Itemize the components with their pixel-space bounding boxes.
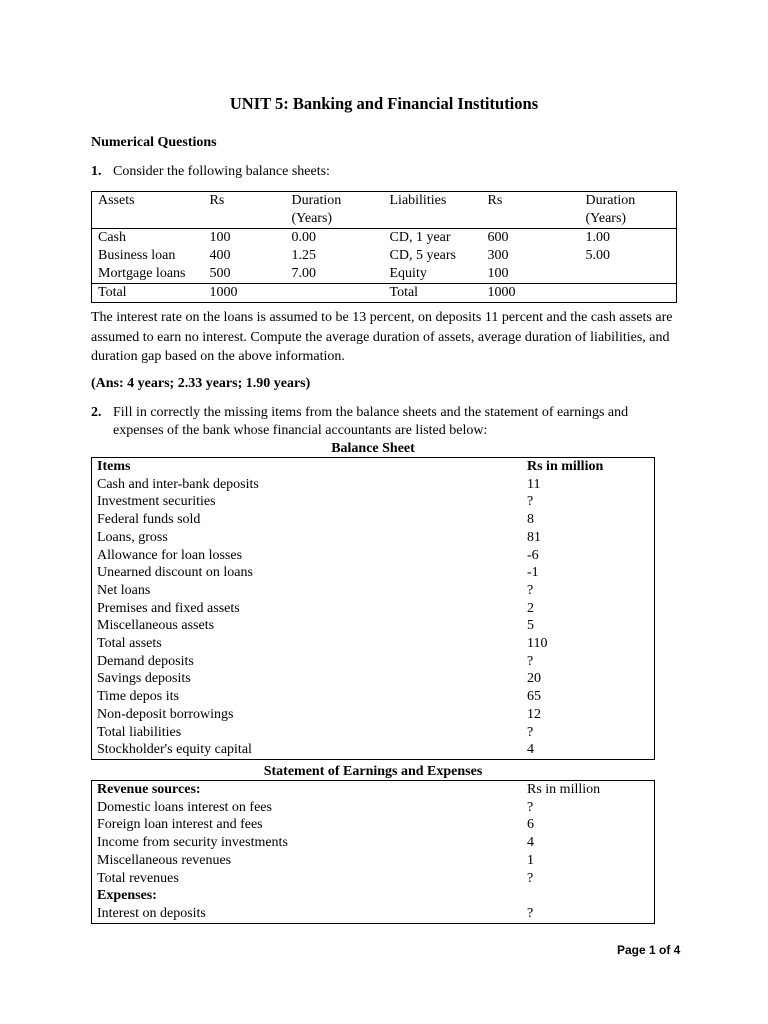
header-cell: Rs: [482, 192, 580, 229]
header-cell: Assets: [92, 192, 204, 229]
table-row: [92, 582, 655, 600]
question-text: Fill in correctly the missing items from the balance sheets and the statement of earnings and expenses of the bank whose financial accountants are listed below:: [113, 405, 629, 438]
item-cell: Miscellaneous assets: [97, 618, 215, 634]
table-cell: 1.25: [291, 248, 316, 263]
table-row: [92, 688, 655, 706]
table-row: [92, 741, 655, 759]
value-cell: 11: [527, 476, 541, 492]
table-row: [92, 247, 677, 265]
header-cell: Liabilities: [384, 192, 482, 229]
table-row: [92, 617, 655, 635]
table-cell: Cash: [98, 230, 126, 245]
table-cell: 100: [487, 266, 509, 281]
value-cell: 5: [527, 618, 534, 634]
table-row: [92, 476, 655, 494]
table-cell: 400: [209, 248, 231, 263]
value-cell: ?: [527, 724, 534, 740]
balance-sheet-caption: Balance Sheet: [331, 441, 415, 456]
item-cell: Allowance for loan losses: [97, 547, 243, 563]
table-total-row: [92, 284, 677, 303]
table-row: [92, 816, 655, 834]
item-cell: Total revenues: [97, 870, 179, 886]
item-cell: Demand deposits: [97, 653, 194, 669]
section-heading: Numerical Questions: [91, 135, 217, 150]
value-cell: 6: [527, 817, 534, 833]
total-cell: 1000: [204, 284, 286, 303]
value-cell: 65: [527, 689, 541, 705]
unit-header: Rs in million: [527, 782, 601, 797]
total-cell: [580, 284, 677, 303]
statement-caption: Statement of Earnings and Expenses: [263, 764, 483, 779]
value-cell: 4: [527, 742, 534, 758]
header-cell: Items: [97, 459, 131, 474]
item-cell: Time depos its: [97, 689, 179, 705]
table-row: [92, 905, 655, 923]
value-cell: ?: [527, 494, 534, 510]
balance-sheet-table-1: [91, 191, 677, 303]
revenue-heading: Revenue sources:: [97, 782, 201, 797]
table-cell: 1.00: [585, 230, 610, 245]
value-cell: -6: [527, 547, 539, 563]
question-2: [91, 404, 681, 440]
table-cell: 100: [209, 230, 231, 245]
item-cell: Net loans: [97, 582, 151, 598]
table-row: [92, 529, 655, 547]
total-cell: Total: [384, 284, 482, 303]
table-cell: [580, 265, 677, 284]
table-cell: Equity: [389, 266, 427, 281]
question-1-answer: (Ans: 4 years; 2.33 years; 1.90 years): [91, 376, 311, 391]
table-row: [92, 870, 655, 888]
table-row: [92, 265, 677, 284]
question-number: 2.: [91, 405, 102, 420]
value-cell: 2: [527, 600, 534, 616]
item-cell: Loans, gross: [97, 529, 168, 545]
page-number: Page 1 of 4: [617, 943, 681, 957]
header-cell: Rs in million: [527, 459, 604, 474]
value-cell: ?: [527, 870, 534, 886]
total-cell: Total: [92, 284, 204, 303]
table-row: [92, 493, 655, 511]
item-cell: Savings deposits: [97, 671, 191, 687]
item-cell: Federal funds sold: [97, 512, 201, 528]
page-title: UNIT 5: Banking and Financial Institutions: [229, 94, 539, 113]
item-cell: Total liabilities: [97, 724, 182, 740]
header-cell: Duration (Years): [286, 192, 384, 229]
item-cell: Interest on deposits: [97, 905, 206, 921]
table-row: [92, 834, 655, 852]
table-row: [92, 852, 655, 870]
table-row: [92, 670, 655, 688]
table-header-row: [92, 458, 655, 476]
total-cell: 1000: [482, 284, 580, 303]
table-header-row: [92, 192, 677, 229]
item-cell: Miscellaneous revenues: [97, 852, 232, 868]
table-row: [92, 547, 655, 565]
question-1: [91, 163, 681, 181]
expenses-heading: Expenses:: [97, 888, 157, 904]
revenue-heading-row: [92, 781, 655, 799]
table-cell: 7.00: [291, 266, 316, 281]
table-cell: CD, 5 years: [389, 248, 456, 263]
value-cell: -1: [527, 565, 539, 581]
value-cell: ?: [527, 653, 534, 669]
value-cell: 110: [527, 636, 548, 652]
value-cell: 4: [527, 835, 534, 851]
table-cell: CD, 1 year: [389, 230, 451, 245]
expenses-heading-row: [92, 887, 655, 905]
table-cell: 300: [487, 248, 509, 263]
table-row: [92, 635, 655, 653]
total-cell: [286, 284, 384, 303]
table-row: [92, 229, 677, 248]
value-cell: ?: [527, 582, 534, 598]
item-cell: Cash and inter-bank deposits: [97, 476, 259, 492]
item-cell: Investment securities: [97, 494, 216, 510]
item-cell: Stockholder's equity capital: [97, 742, 252, 758]
table-row: [92, 564, 655, 582]
table-row: [92, 706, 655, 724]
question-number: 1.: [91, 164, 102, 179]
item-cell: Total assets: [97, 636, 162, 652]
value-cell: ?: [527, 799, 534, 815]
header-cell: Duration (Years): [580, 192, 677, 229]
item-cell: Non-deposit borrowings: [97, 706, 234, 722]
table-row: [92, 724, 655, 742]
value-cell: 12: [527, 706, 541, 722]
item-cell: Unearned discount on loans: [97, 565, 253, 581]
value-cell: ?: [527, 905, 534, 921]
table-row: [92, 653, 655, 671]
table-row: [92, 511, 655, 529]
table-cell: 600: [487, 230, 509, 245]
item-cell: Premises and fixed assets: [97, 600, 240, 616]
item-cell: Foreign loan interest and fees: [97, 817, 263, 833]
table-cell: Mortgage loans: [98, 266, 186, 281]
value-cell: [521, 887, 655, 905]
value-cell: 1: [527, 852, 534, 868]
question-text: Consider the following balance sheets:: [113, 164, 330, 179]
table-cell: 500: [209, 266, 231, 281]
header-cell: Rs: [204, 192, 286, 229]
balance-sheet-table-2: [91, 457, 655, 760]
item-cell: Domestic loans interest on fees: [97, 799, 272, 815]
table-row: [92, 600, 655, 618]
table-cell: Business loan: [98, 248, 176, 263]
item-cell: Income from security investments: [97, 835, 288, 851]
table-row: [92, 799, 655, 817]
statement-table: [91, 780, 655, 924]
table-cell: 5.00: [585, 248, 610, 263]
question-1-paragraph: The interest rate on the loans is assumed to be 13 percent, on deposits 11 percent and the cash assets are assumed to earn no interest. Compute the average duration of assets, average duration of liabilities, and duration gap based on the above information.: [91, 310, 673, 364]
table-cell: 0.00: [291, 230, 316, 245]
value-cell: 81: [527, 529, 541, 545]
value-cell: 20: [527, 671, 541, 687]
value-cell: 8: [527, 512, 534, 528]
